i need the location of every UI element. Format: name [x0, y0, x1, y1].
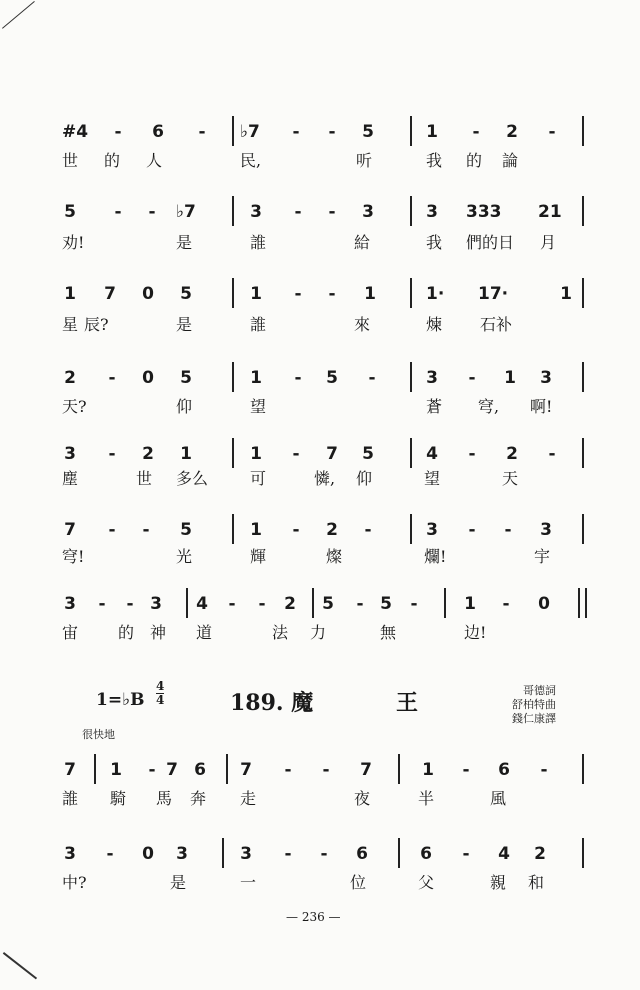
bar-line	[410, 362, 412, 392]
note: 7	[64, 760, 76, 780]
note: 0	[142, 368, 154, 388]
note: 6	[152, 122, 164, 142]
lyric-row	[0, 468, 640, 496]
lyric: 神	[150, 623, 167, 642]
note: 3	[240, 844, 252, 864]
note: 3	[426, 368, 438, 388]
note: -	[502, 594, 510, 614]
bar-line	[222, 838, 224, 868]
note: 5	[362, 444, 374, 464]
note: 5	[64, 202, 76, 222]
note: 6	[498, 760, 510, 780]
note: -	[462, 844, 470, 864]
note: #4	[62, 122, 89, 142]
note: -	[198, 122, 206, 142]
note: ♭7	[240, 122, 260, 142]
note: -	[258, 594, 266, 614]
note: -	[126, 594, 134, 614]
lyric: 的	[104, 151, 121, 170]
note: 3	[64, 594, 76, 614]
final-bar-line	[578, 588, 587, 618]
lyric: 馬	[156, 789, 173, 808]
note: -	[114, 202, 122, 222]
note: -	[98, 594, 106, 614]
note: -	[328, 122, 336, 142]
note: 3	[426, 520, 438, 540]
lyric: 我	[426, 233, 443, 252]
note: -	[468, 520, 476, 540]
note: 5	[362, 122, 374, 142]
notation-row	[0, 112, 640, 152]
note: 0	[538, 594, 550, 614]
note: 333	[466, 202, 502, 222]
lyric: 誰	[250, 315, 267, 334]
lyric: 光	[176, 547, 193, 566]
note: 7	[326, 444, 338, 464]
lyric: 世	[62, 151, 79, 170]
note: 2	[284, 594, 296, 614]
lyric: 穹,	[478, 397, 500, 416]
bar-line	[398, 754, 400, 784]
lyric: 宇	[534, 547, 551, 566]
note: 5	[380, 594, 392, 614]
credits	[476, 684, 556, 726]
lyric: 星	[62, 315, 79, 334]
lyric: 的	[118, 623, 135, 642]
note: 21	[538, 202, 562, 222]
lyric-row	[0, 150, 640, 178]
note: -	[142, 520, 150, 540]
note: 2	[534, 844, 546, 864]
lyric: 親	[490, 873, 507, 892]
lyric: 啊!	[530, 397, 553, 416]
lyric: 石补	[480, 315, 513, 334]
bar-line	[582, 838, 584, 868]
lyric: 世	[136, 469, 153, 488]
note: -	[548, 444, 556, 464]
note: -	[328, 284, 336, 304]
note: 1	[504, 368, 516, 388]
note: 0	[142, 844, 154, 864]
bar-line	[582, 362, 584, 392]
bar-line	[582, 754, 584, 784]
lyric-row	[0, 622, 640, 650]
lyric: 是	[170, 873, 187, 892]
note: 3	[176, 844, 188, 864]
note: 1·	[426, 284, 445, 304]
notation-row	[0, 584, 640, 624]
note: 5	[180, 284, 192, 304]
note: 1	[250, 368, 262, 388]
lyric: 們的日	[466, 233, 515, 252]
notation-row	[0, 750, 640, 790]
note: 1	[64, 284, 76, 304]
note: 6	[194, 760, 206, 780]
note: 7	[166, 760, 178, 780]
note: -	[322, 760, 330, 780]
note: 1	[180, 444, 192, 464]
note: -	[114, 122, 122, 142]
note: -	[320, 844, 328, 864]
lyric: 煉	[426, 315, 443, 334]
note: 4	[498, 844, 510, 864]
note: 5	[180, 520, 192, 540]
lyric: 多么	[176, 469, 209, 488]
note: 5	[326, 368, 338, 388]
lyric-row	[0, 872, 640, 900]
bar-line	[232, 514, 234, 544]
bar-line	[410, 278, 412, 308]
note: 3	[64, 444, 76, 464]
lyric: 誰	[250, 233, 267, 252]
note: -	[292, 520, 300, 540]
time-signature-bottom: 4	[156, 693, 165, 707]
note: -	[462, 760, 470, 780]
lyricist-credit: 哥德詞	[523, 684, 556, 697]
key-signature: 1=♭B	[96, 690, 145, 710]
lyric: 誰	[62, 789, 79, 808]
lyric: 法	[272, 623, 289, 642]
lyric: 和	[528, 873, 545, 892]
lyric: 力	[310, 623, 327, 642]
corner-mark-top	[2, 1, 35, 29]
note: 17·	[478, 284, 509, 304]
bar-line	[410, 116, 412, 146]
lyric: 仰	[176, 397, 193, 416]
note: -	[294, 284, 302, 304]
lyric: 道	[196, 623, 213, 642]
note: 2	[506, 122, 518, 142]
lyric: 月	[540, 233, 557, 252]
lyric: 憐,	[314, 469, 336, 488]
note: -	[328, 202, 336, 222]
lyric: 边!	[464, 623, 487, 642]
note: 5	[322, 594, 334, 614]
lyric: 爛!	[424, 547, 447, 566]
note: 1	[560, 284, 572, 304]
note: 1	[422, 760, 434, 780]
note: 3	[426, 202, 438, 222]
bar-line	[582, 438, 584, 468]
note: 1	[464, 594, 476, 614]
note: -	[108, 444, 116, 464]
bar-line	[398, 838, 400, 868]
bar-line	[410, 514, 412, 544]
lyric: 給	[354, 233, 371, 252]
note: -	[228, 594, 236, 614]
note: -	[106, 844, 114, 864]
lyric: 宙	[62, 623, 79, 642]
note: 3	[540, 368, 552, 388]
corner-mark-bottom	[3, 952, 37, 979]
bar-line	[410, 438, 412, 468]
note: -	[504, 520, 512, 540]
bar-line	[582, 278, 584, 308]
bar-line	[582, 196, 584, 226]
song-title-rest: 王	[396, 690, 419, 716]
lyric: 劝!	[62, 233, 85, 252]
notation-row	[0, 510, 640, 550]
note: -	[148, 202, 156, 222]
note: -	[292, 444, 300, 464]
lyric-row	[0, 546, 640, 574]
note: 1	[250, 444, 262, 464]
note: -	[284, 760, 292, 780]
lyric: 父	[418, 873, 435, 892]
bar-line	[232, 438, 234, 468]
lyric: 燦	[326, 547, 343, 566]
time-signature-top: 4	[156, 679, 165, 693]
lyric-row	[0, 314, 640, 342]
note: 2	[326, 520, 338, 540]
note: -	[368, 368, 376, 388]
note: ♭7	[176, 202, 196, 222]
translator-credit: 錢仁康譯	[512, 712, 556, 725]
lyric: 半	[418, 789, 435, 808]
lyric: 輝	[250, 547, 267, 566]
bar-line	[94, 754, 96, 784]
note: -	[356, 594, 364, 614]
bar-line	[582, 514, 584, 544]
lyric: 可	[250, 469, 267, 488]
lyric-row	[0, 396, 640, 424]
note: 1	[110, 760, 122, 780]
note: 0	[142, 284, 154, 304]
lyric: 听	[356, 151, 373, 170]
lyric: 天?	[62, 397, 87, 416]
bar-line	[410, 196, 412, 226]
lyric: 我	[426, 151, 443, 170]
note: 7	[360, 760, 372, 780]
note: -	[364, 520, 372, 540]
note: 6	[420, 844, 432, 864]
note: 6	[356, 844, 368, 864]
lyric: 一	[240, 873, 257, 892]
note: 7	[104, 284, 116, 304]
lyric: 人	[146, 151, 163, 170]
lyric: 騎	[110, 789, 127, 808]
note: 3	[540, 520, 552, 540]
note: 1	[426, 122, 438, 142]
lyric: 蒼	[426, 397, 443, 416]
lyric: 風	[490, 789, 507, 808]
note: -	[410, 594, 418, 614]
lyric: 民,	[240, 151, 262, 170]
note: 7	[64, 520, 76, 540]
bar-line	[232, 362, 234, 392]
note: -	[540, 760, 548, 780]
lyric: 天	[502, 469, 519, 488]
note: 3	[64, 844, 76, 864]
note: -	[468, 444, 476, 464]
lyric-row	[0, 788, 640, 816]
bar-line	[232, 278, 234, 308]
note: -	[108, 520, 116, 540]
note: 7	[240, 760, 252, 780]
lyric: 論	[502, 151, 519, 170]
note: 1	[250, 284, 262, 304]
lyric: 奔	[190, 789, 207, 808]
lyric: 穹!	[62, 547, 85, 566]
lyric: 塵	[62, 469, 79, 488]
note: -	[292, 122, 300, 142]
tempo-marking: 很快地	[82, 728, 115, 741]
note: 3	[250, 202, 262, 222]
bar-line	[312, 588, 314, 618]
note: -	[148, 760, 156, 780]
note: -	[294, 368, 302, 388]
lyric: 夜	[354, 789, 371, 808]
note: 5	[180, 368, 192, 388]
lyric: 無	[380, 623, 397, 642]
note: -	[548, 122, 556, 142]
notation-row	[0, 274, 640, 314]
lyric-row	[0, 232, 640, 260]
note: 4	[426, 444, 438, 464]
note: 2	[506, 444, 518, 464]
note: 3	[150, 594, 162, 614]
note: -	[284, 844, 292, 864]
lyric: 望	[424, 469, 441, 488]
page-number: — 236 —	[286, 910, 341, 924]
note: -	[294, 202, 302, 222]
lyric: 是	[176, 315, 193, 334]
note: 3	[362, 202, 374, 222]
bar-line	[226, 754, 228, 784]
lyric: 走	[240, 789, 257, 808]
lyric: 仰	[356, 469, 373, 488]
bar-line	[232, 196, 234, 226]
notation-row	[0, 358, 640, 398]
lyric: 中?	[62, 873, 87, 892]
lyric: 的	[466, 151, 483, 170]
lyric: 辰?	[84, 315, 109, 334]
note: 2	[142, 444, 154, 464]
bar-line	[186, 588, 188, 618]
bar-line	[232, 116, 234, 146]
note: 4	[196, 594, 208, 614]
lyric: 來	[354, 315, 371, 334]
note: -	[108, 368, 116, 388]
lyric: 望	[250, 397, 267, 416]
note: 1	[250, 520, 262, 540]
bar-line	[582, 116, 584, 146]
note: -	[472, 122, 480, 142]
lyric: 是	[176, 233, 193, 252]
time-signature	[156, 680, 164, 707]
note: 1	[364, 284, 376, 304]
notation-row	[0, 192, 640, 232]
notation-row	[0, 834, 640, 874]
bar-line	[444, 588, 446, 618]
lyric: 位	[350, 873, 367, 892]
note: 2	[64, 368, 76, 388]
composer-credit: 舒柏特曲	[512, 698, 556, 711]
note: -	[468, 368, 476, 388]
song-title: 189. 魔	[230, 690, 314, 716]
